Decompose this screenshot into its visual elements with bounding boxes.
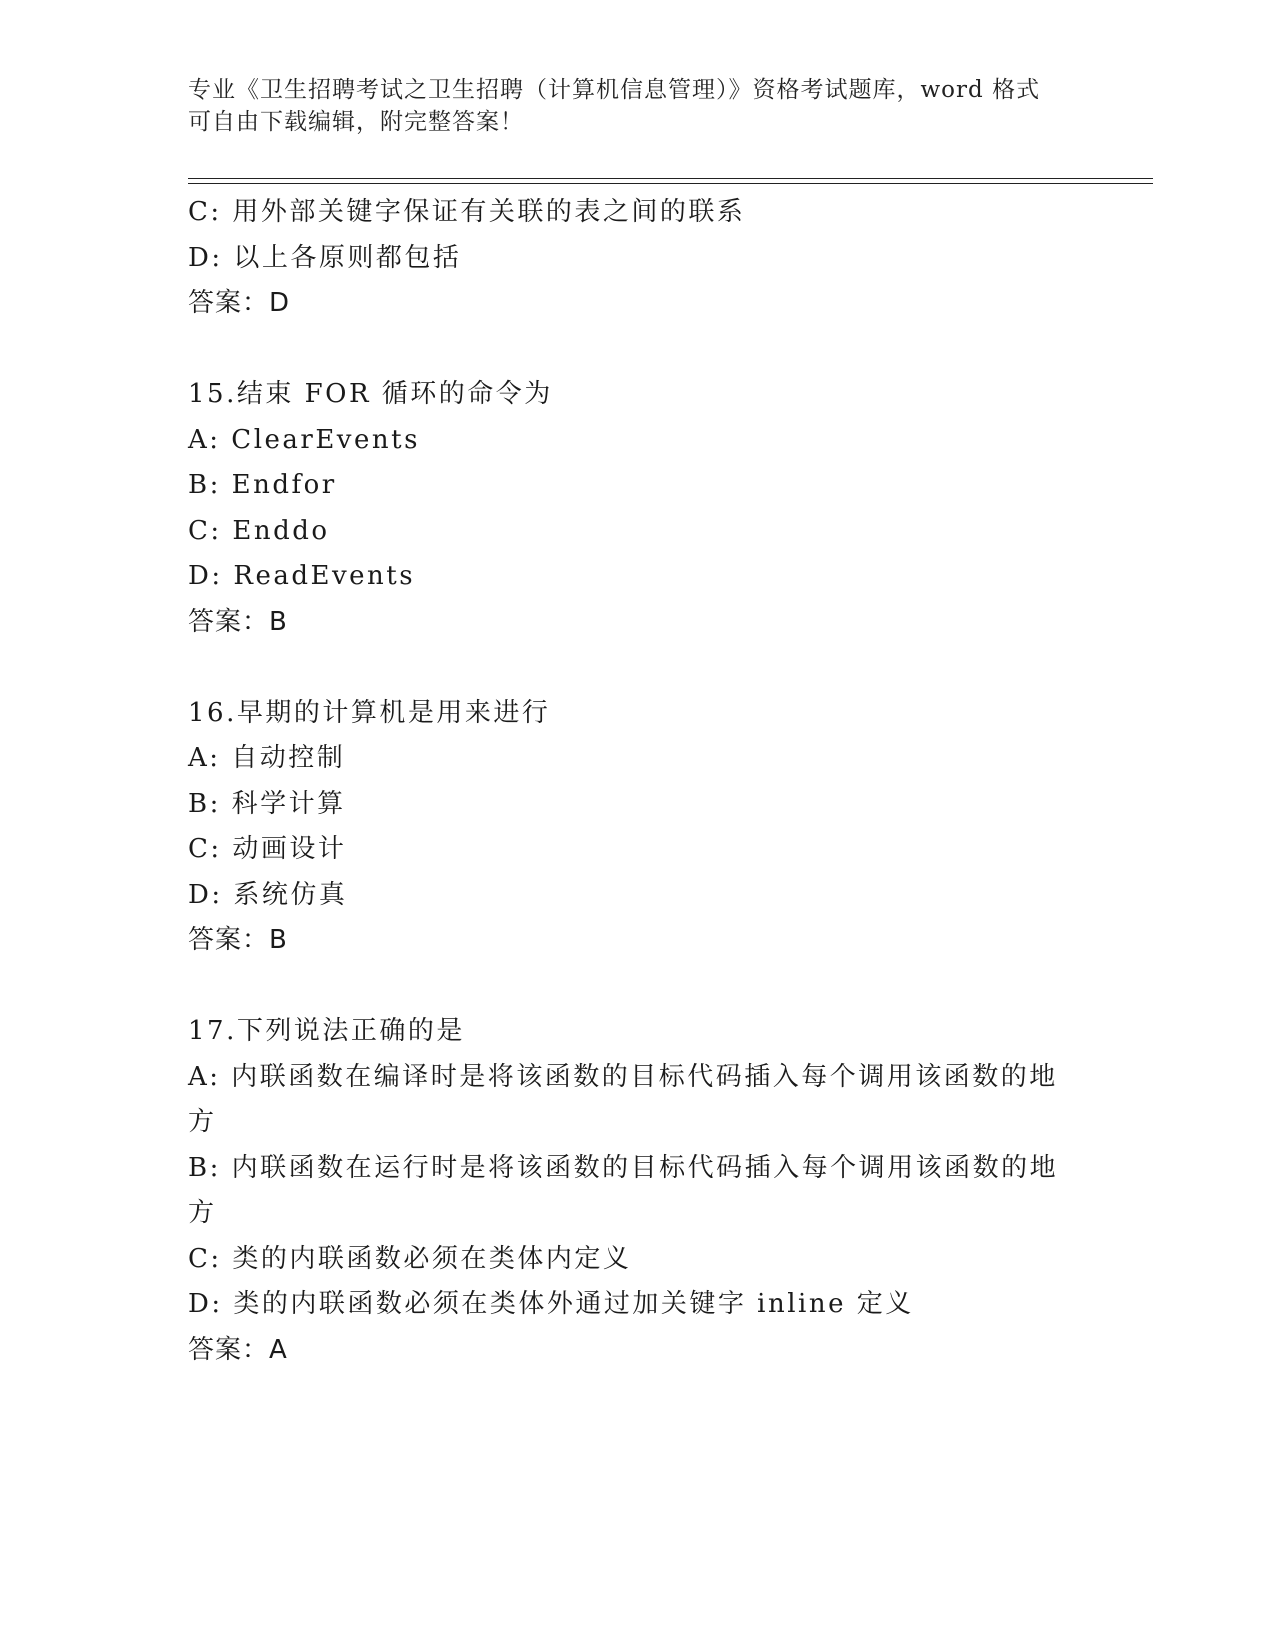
header-line-2: 可自由下载编辑，附完整答案！ (188, 109, 524, 135)
question-stem: 16.早期的计算机是用来进行 (188, 697, 551, 728)
document-header (188, 74, 1068, 138)
option-c: C: Enddo (188, 515, 330, 546)
spacer (188, 964, 1088, 1010)
answer-line: 答案：A (188, 1334, 288, 1365)
option-a: A: 自动控制 (188, 743, 346, 773)
question-stem: 17.下列说法正确的是 (188, 1016, 465, 1046)
question-continued (188, 190, 1088, 327)
option-b: B: 内联函数在运行时是将该函数的目标代码插入每个调用该函数的地方 (188, 1152, 1059, 1228)
header-line-1: 专业《卫生招聘考试之卫生招聘（计算机信息管理）》资格考试题库，word 格式 (188, 77, 1041, 103)
spacer (188, 327, 1088, 373)
option-d: D: ReadEvents (188, 561, 416, 591)
option-c: C: 用外部关键字保证有关联的表之间的联系 (188, 197, 746, 227)
answer-line: 答案：D (188, 288, 291, 318)
option-d: D: 类的内联函数必须在类体外通过加关键字 inline 定义 (188, 1289, 914, 1319)
answer-line: 答案：B (188, 606, 288, 637)
option-a: A: 内联函数在编译时是将该函数的目标代码插入每个调用该函数的地方 (188, 1061, 1058, 1137)
option-c: C: 动画设计 (188, 834, 347, 864)
header-rule-bottom (188, 183, 1153, 184)
question-16 (188, 691, 1088, 964)
option-c: C: 类的内联函数必须在类体内定义 (188, 1243, 632, 1274)
option-d: D: 以上各原则都包括 (188, 242, 462, 273)
question-list (188, 190, 1088, 1373)
question-15 (188, 372, 1088, 645)
answer-line: 答案：B (188, 925, 288, 955)
option-d: D: 系统仿真 (188, 879, 348, 910)
spacer (188, 645, 1088, 691)
header-rule-top (188, 178, 1153, 179)
option-b: B: 科学计算 (188, 788, 346, 819)
question-stem: 15.结束 FOR 循环的命令为 (188, 379, 553, 409)
option-a: A: ClearEvents (188, 424, 420, 455)
question-17 (188, 1009, 1088, 1373)
option-b: B: Endfor (188, 470, 337, 500)
